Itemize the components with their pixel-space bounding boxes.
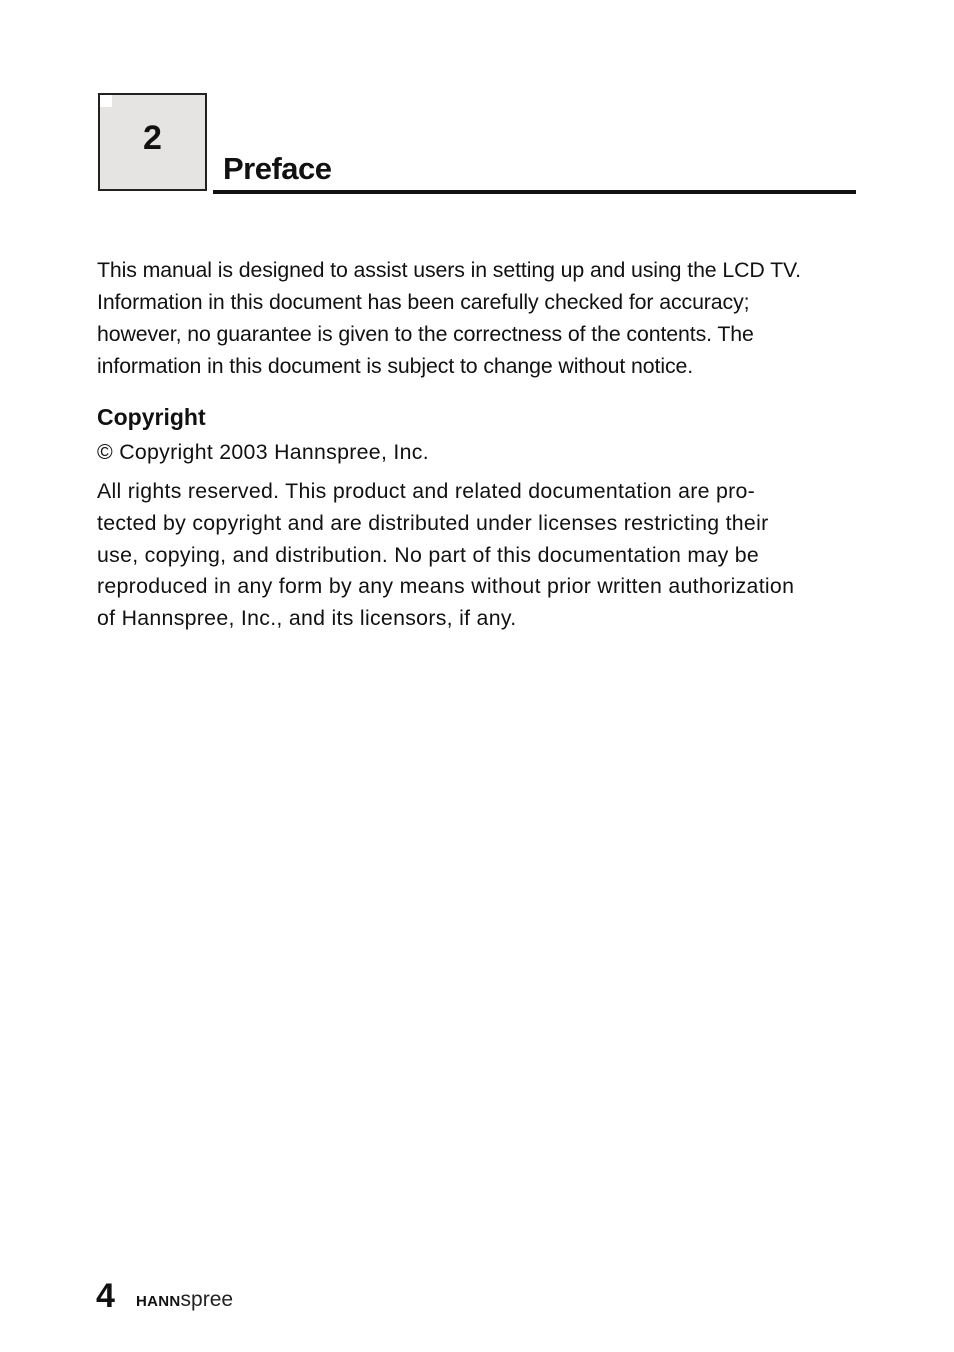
copyright-notice: © Copyright 2003 Hannspree, Inc. bbox=[97, 440, 429, 464]
chapter-box-corner-fold bbox=[98, 93, 112, 107]
intro-line: information in this document is subject to change without notice. bbox=[97, 354, 694, 378]
intro-line: This manual is designed to assist users in setting up and using the LCD TV. bbox=[97, 258, 801, 282]
rights-line: All rights reserved. This product and related documentation are pro- bbox=[97, 479, 756, 503]
rights-paragraph bbox=[97, 476, 867, 635]
chapter-number: 2 bbox=[143, 119, 162, 157]
page-number: 4 bbox=[96, 1277, 115, 1315]
intro-paragraph bbox=[97, 254, 867, 382]
copyright-heading: Copyright bbox=[97, 404, 206, 430]
brand-logo-bold: HANN bbox=[136, 1293, 181, 1310]
title-underline-rule bbox=[213, 190, 856, 194]
intro-line: however, no guarantee is given to the correctness of the contents. The bbox=[97, 322, 754, 346]
rights-line: of Hannspree, Inc., and its licensors, if any. bbox=[97, 606, 517, 631]
rights-line: use, copying, and distribution. No part of this documentation may be bbox=[97, 542, 760, 567]
brand-logo-light: spree bbox=[180, 1288, 234, 1311]
rights-line: tected by copyright and are distributed under licenses restricting their bbox=[97, 510, 769, 535]
hannspree-logo bbox=[136, 1287, 233, 1315]
rights-line: reproduced in any form by any means without prior written authorization bbox=[97, 574, 795, 599]
intro-line: Information in this document has been carefully checked for accuracy; bbox=[97, 290, 750, 314]
chapter-title: Preface bbox=[223, 151, 332, 186]
